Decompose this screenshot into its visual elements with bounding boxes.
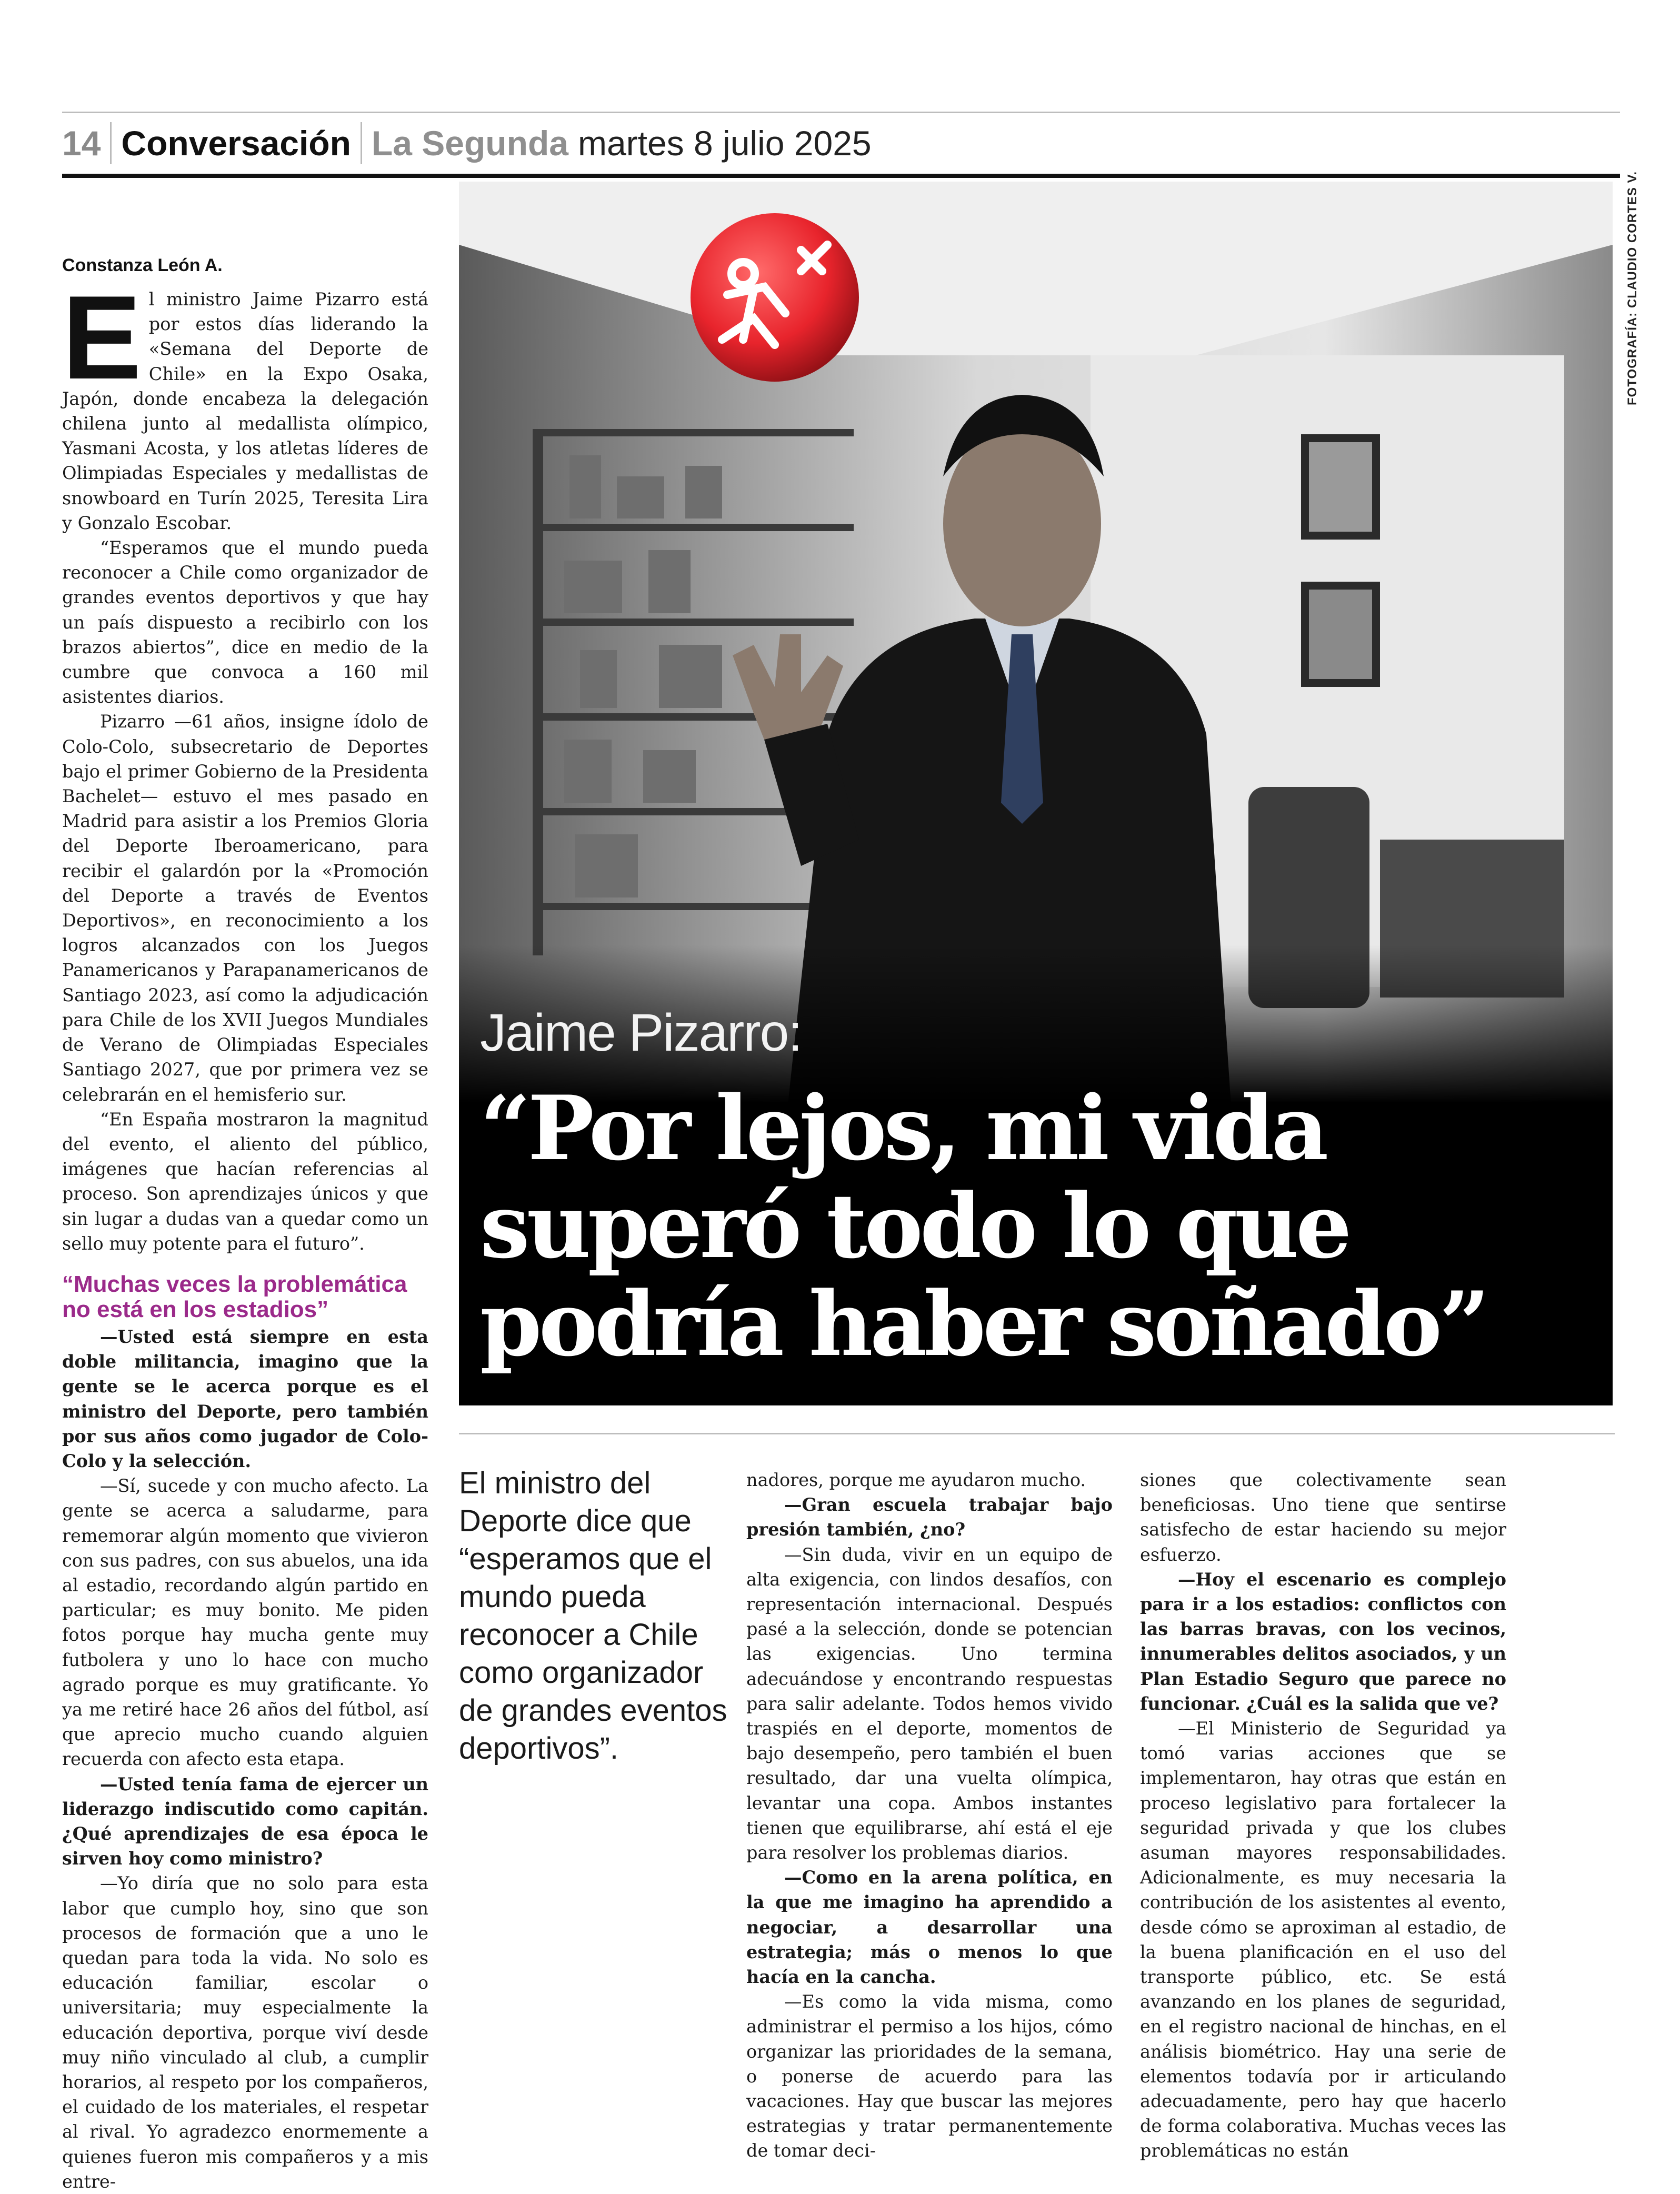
issue-date: martes 8 julio 2025	[577, 124, 872, 163]
section-name: Conversación	[112, 122, 362, 164]
interview-answer: —El Ministerio de Seguridad ya tomó varias acciones que se implementaron, hay otras que están en proceso legislativo para fortalecer la seguridad privada y que los clubes asuman mayores responsabilidades. Adicionalmente, es muy necesaria la contribución de los asistentes al evento, desde cómo se aproximan al estadio, de la buena planificación en el uso del transporte público, etc. Se está avanzando en los planes de seguridad, en el registro nacional de hinchas, en el análisis biométrico. Hay una serie de elementos todavía por ir articulando adecuadamente, pero hay que hacerlo de forma colaborativa. Muchas veces las problemáticas no están	[1140, 1718, 1506, 2161]
headline-name: Jaime Pizarro:	[480, 1003, 802, 1062]
article-paragraph: “En España mostraron la magnitud del evento, el aliento del público, imágenes que hacían referencias al proceso. Son aprendizajes únicos y que sin lugar a dudas van a quedar como un sello muy potente para el futuro”.	[62, 1109, 428, 1254]
interview-question: —Hoy el escenario es complejo para ir a los estadios: conflictos con las barras bravas, con los vecinos, innumerables delitos asociados, y un Plan Estadio Seguro que parece no funcionar. ¿Cuál es la salida que ve?	[1140, 1569, 1506, 1714]
drop-cap: E	[62, 271, 142, 404]
interview-answer: —Sí, sucede y con mucho afecto. La gente se acerca a saludarme, para rememorar algún momento que vivieron con sus padres, con sus abuelos, una ida al estadio, recordando algún partido en particular; es muy bonito. Me piden fotos porque hay mucha gente muy futbolera y uno lo hace con mucho agrado porque es muy gratificante. Yo ya me retiré hace 26 años del fútbol, así que aprecio mucho cuando alguien recuerda con afecto esta etapa.	[62, 1475, 428, 1770]
interview-question: —Como en la arena política, en la que me imagino ha aprendido a negociar, a desarrollar una estrategia; más o menos lo que hacía en la cancha.	[746, 1867, 1113, 1988]
interview-answer: —Sin duda, vivir en un equipo de alta exigencia, con lindos desafíos, con representación internacional. Después pasé a la selección, donde se potencian las exigencias. Uno termina adecuándose y encontrando respuestas para salir adelante. Todos hemos vivido traspiés en el deporte, momentos de bajo desempeño, pero también el buen resultado, dar una vuelta olímpica, levantar una copa. Ambos instantes tienen que equilibrarse, ahí está el eje para resolver los problemas diarios.	[746, 1544, 1113, 1863]
byline: Constanza León A.	[62, 255, 223, 275]
interview-question: —Usted tenía fama de ejercer un liderazgo indiscutido como capitán. ¿Qué aprendizajes de esa época le sirven hoy como ministro?	[62, 1773, 428, 1869]
interview-question: —Gran escuela trabajar bajo presión también, ¿no?	[746, 1494, 1113, 1540]
interview-answer: —Yo diría que no solo para esta labor que cumplo hoy, sino que son procesos de formación que a uno le quedan para toda la vida. No solo es educación familiar, escolar o universitaria; muy especialmente la educación deportiva, porque viví desde muy niño vinculado al club, a cumplir horarios, al respeto por los compañeros, el cuidado de los materiales, el respetar al rival. Yo agradezco enormemente a quienes fueron mis compañeros y a mis entre-	[62, 1873, 428, 2192]
photo-bottom-rule	[459, 1433, 1615, 1434]
masthead	[62, 117, 872, 164]
article-column-4	[1140, 1468, 1506, 2163]
header-top-rule	[62, 112, 1620, 113]
interview-answer: nadores, porque me ayudaron mucho.	[746, 1470, 1086, 1490]
article-column-3	[746, 1468, 1113, 2163]
page-number: 14	[62, 122, 112, 164]
photo-credit: FOTOGRAFÍA: CLAUDIO CORTES V.	[1625, 171, 1639, 405]
subhead: “Muchas veces la problemática no está en los estadios”	[62, 1271, 407, 1322]
article-column-1	[62, 271, 428, 2194]
interview-question: —Usted está siempre en esta doble militancia, imagino que la gente se le acerca porque es el ministro del Deporte, pero también por sus años como jugador de Colo-Colo y la selección.	[62, 1326, 428, 1471]
header-bottom-rule	[62, 174, 1620, 178]
article-paragraph: Pizarro —61 años, insigne ídolo de Colo-Colo, subsecretario de Deportes bajo el primer Gobierno de la Presidenta Bachelet— estuvo el mes pasado en Madrid para asistir a los Premios Gloria del Deporte Iberoamericano, para recibir el galardón por la «Promoción del Deporte a través de Eventos Deportivos», en reconocimiento a los logros alcanzados con los Juegos Panamericanos y Parapanamericanos de Santiago 2023, así como la adjudicación para Chile de los XVII Juegos Mundiales de Verano de Olimpiadas Especiales Santiago 2027, que por primera vez se celebrarán en el hemisferio sur.	[62, 711, 428, 1105]
interview-answer: —Es como la vida misma, como administrar el permiso a los hijos, cómo organizar las prioridades de la semana, o ponerse de acuerdo para las vacaciones. Hay que buscar las mejores estrategias y tratar permanentemente de tomar deci-	[746, 1991, 1113, 2161]
newspaper-name: La Segunda	[371, 124, 568, 163]
headline-quote: “Por lejos, mi vida superó todo lo que podría haber soñado”	[480, 1076, 1487, 1376]
interview-flow-1	[62, 1324, 428, 2194]
article-paragraph: “Esperamos que el mundo pueda reconocer a Chile como organizador de grandes eventos deportivos y que hay un país dispuesto a recibirlo con los brazos abiertos”, dice en medio de la cumbre que convoca a 160 mil asistentes diarios.	[62, 537, 428, 707]
pull-quote: El ministro del Deporte dice que “esperamos que el mundo pueda reconocer a Chile como organizador de grandes eventos deportivos”.	[459, 1466, 727, 1766]
interview-answer: siones que colectivamente sean beneficiosas. Uno tiene que sentirse satisfecho de estar haciendo su mejor esfuerzo.	[1140, 1470, 1506, 1565]
article-paragraph: El ministro Jaime Pizarro está por estos días liderando la «Semana del Deporte de Chile» en la Expo Osaka, Japón, donde encabeza la delegación chilena junto al medallista olímpico, Yasmani Acosta, y los atletas líderes de Olimpiadas Especiales y medallistas de snowboard en Turín 2025, Teresita Lira y Gonzalo Escobar.	[62, 271, 428, 533]
